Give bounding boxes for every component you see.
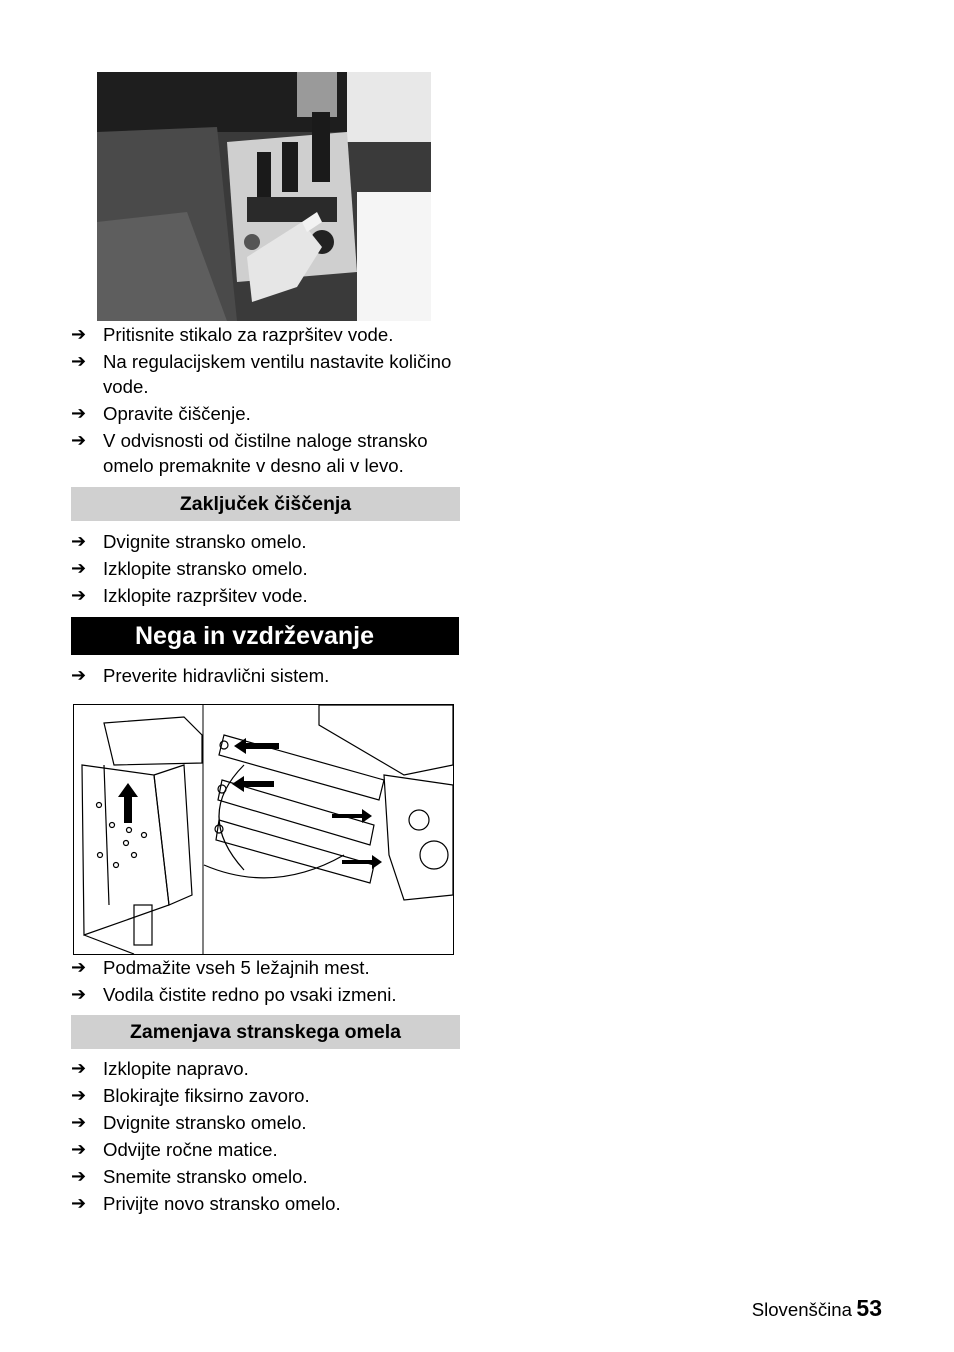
arrow-bullet-icon: ➔: [71, 1085, 87, 1105]
list-item: ➔ Preverite hidravlični sistem.: [71, 665, 330, 686]
list-item: ➔ Blokirajte fiksirno zavoro.: [71, 1085, 310, 1106]
arrow-bullet-icon: ➔: [71, 1139, 87, 1159]
arrow-bullet-icon: ➔: [71, 1058, 87, 1078]
instruction-list-lubrication: [71, 955, 463, 1009]
arrow-bullet-icon: ➔: [71, 984, 87, 1004]
list-item: ➔ Izklopite stransko omelo.: [71, 558, 308, 579]
arrow-bullet-icon: ➔: [71, 558, 87, 578]
section-heading-brush-replacement: Zamenjava stranskega omela: [71, 1015, 460, 1049]
list-item: ➔ Pritisnite stikalo za razpršitev vode.: [71, 324, 394, 345]
list-item: ➔ Na regulacijskem ventilu nastavite količino vode.: [71, 351, 452, 397]
arrow-bullet-icon: ➔: [71, 957, 87, 977]
page-footer: [752, 1295, 882, 1322]
arrow-bullet-icon: ➔: [71, 324, 87, 344]
instruction-list-finish: [71, 529, 463, 610]
arrow-bullet-icon: ➔: [71, 351, 87, 371]
arrow-bullet-icon: ➔: [71, 1193, 87, 1213]
list-item: ➔ Odvijte ročne matice.: [71, 1139, 278, 1160]
list-item: ➔ Snemite stransko omelo.: [71, 1166, 308, 1187]
instruction-list-replacement: [71, 1056, 463, 1218]
lubrication-points-drawing: [73, 704, 454, 955]
list-item: ➔ Podmažite vseh 5 ležajnih mest.: [71, 957, 370, 978]
list-item: ➔ Dvignite stransko omelo.: [71, 531, 307, 552]
arrow-bullet-icon: ➔: [71, 1112, 87, 1132]
footer-language: Slovenščina: [751, 1299, 852, 1320]
arrow-bullet-icon: ➔: [71, 585, 87, 605]
arrow-bullet-icon: ➔: [71, 531, 87, 551]
list-item: ➔ Izklopite napravo.: [71, 1058, 249, 1079]
list-item: ➔ Privijte novo stransko omelo.: [71, 1193, 341, 1214]
list-item: ➔ Izklopite razpršitev vode.: [71, 585, 308, 606]
section-heading-cleaning-finish: Zaključek čiščenja: [71, 487, 460, 521]
list-item: ➔ Vodila čistite redno po vsaki izmeni.: [71, 984, 397, 1005]
arrow-bullet-icon: ➔: [71, 430, 87, 450]
arrow-bullet-icon: ➔: [71, 1166, 87, 1186]
list-item: ➔ Opravite čiščenje.: [71, 403, 251, 424]
instruction-list-water: [71, 322, 463, 480]
control-panel-photo: [97, 72, 431, 321]
main-heading-maintenance: Nega in vzdrževanje: [71, 617, 459, 655]
list-item: ➔ V odvisnosti od čistilne naloge stransko omelo premaknite v desno ali v levo.: [71, 430, 428, 476]
arrow-bullet-icon: ➔: [71, 665, 87, 685]
page-number: 53: [856, 1295, 882, 1321]
arrow-bullet-icon: ➔: [71, 403, 87, 423]
instruction-list-hydraulics: [71, 663, 463, 690]
list-item: ➔ Dvignite stransko omelo.: [71, 1112, 307, 1133]
